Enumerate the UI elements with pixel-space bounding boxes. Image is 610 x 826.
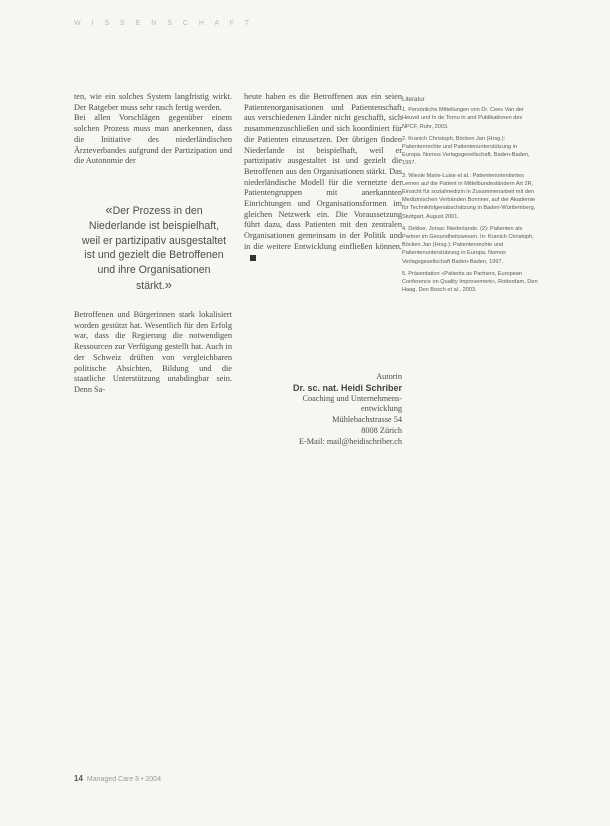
middle-column: [244, 92, 402, 263]
literature-item: 4. Dekker, Jonas: Niederlande. (2): Patienten als Partner im Gesundheitswesen. In: Kranich Christoph, Böcken Jan (Hrsg.): Patientenrechte und Patientenunterstützung in Europa. Nomos Verlagsgesellschaft Baden-Baden, 1997.: [402, 225, 534, 265]
left-column-bottom: [74, 310, 232, 396]
literature-item: 3. Wiesle Marie-Luise et al.: Patientenorientiertes Lernen auf die Patient in Mittelbundesländern Art 2R, Einsicht für sozialmedizin in Zusammenarbeit mit den Medizinischen Verbänden Bonnner, auf der Akademie für Technikfolgenabschätzung in Baden-Württemberg, Stuttgart, August 2001.: [402, 172, 536, 220]
author-email: E-Mail: mail@heidischriber.ch: [298, 436, 402, 446]
author-label: Autorin: [376, 372, 402, 381]
pull-quote-text: Der Prozess in den Niederlande ist beispielhaft, weil er partizipativ ausgestaltet ist und gezielt die Betroffenen und ihre Organisationen stärkt.: [81, 205, 227, 292]
author-line: Coaching und Unternehmens-: [302, 393, 402, 403]
page-number: 14: [74, 774, 83, 783]
paragraph: Bei allen Vorschlägen gegenüber einem solchen Prozess muss man anerkennen, dass die Initiative des niederländischen Ärzteverbandes aufgrund der Partizipation und die Autonomie der: [74, 113, 232, 166]
section-header: W I S S E N S C H A F T: [74, 20, 254, 27]
publication-name: Managed Care 8 • 2004: [86, 776, 161, 783]
left-column-top: [74, 92, 232, 167]
author-line: 8008 Zürich: [361, 425, 402, 435]
pull-quote: [80, 203, 228, 294]
quote-open-mark: «: [105, 202, 113, 217]
literature-title: Literatur: [402, 96, 425, 103]
author-name: Dr. sc. nat. Heidi Schriber: [292, 382, 402, 393]
quote-close-mark: »: [164, 276, 173, 292]
author-block: [244, 372, 402, 448]
paragraph: ten, wie ein solches System langfristig wirkt. Der Ratgeber muss sehr rasch fertig werden.: [74, 92, 232, 112]
paragraph-text: heute haben es die Betroffenen aus ein seien Patientenorganisationen und Patientenschaft aus verschiedenen Länder nicht geschafft, sich zusammenzuschließen und sich koordiniert für die Patienten einzusetzen. Der übrigen finden Niederlande ist beispielhaft, weil er partizipativ ausgestaltet ist und gezielt die Betroffenen aus den Organisationen stärkt. Das niederländische Modell für die vernetzte der Patientengruppen mit anerkannten Einrichtungen und Organisationsformen im gleichen Netzwerk ein. Die Voraussetzung führt dazu, dass Patienten mit den zentralen Organisationen gemeinsam in der Politik und in die weitere Entwicklung einfließen können.: [244, 92, 402, 251]
literature-list: [402, 106, 538, 294]
literature-column: [402, 96, 538, 298]
author-line: entwicklung: [360, 404, 402, 414]
page-footer: [74, 774, 161, 783]
paragraph: [244, 92, 402, 263]
paragraph: Betroffenen und Bürgerinnen stark lokalisiert worden gestützt hat. Wesentlich für den Erfolg war, dass die Regierung die notwendigen Ressourcen zur Verfügung gestellt hat. Auch in der Schweiz drüften von vergleichbaren politische Absichten, Bildung und die staatliche Unterstützung unabdingbar sein. Denn Sa-: [74, 310, 232, 394]
literature-item: 5. Präsentation «Patients as Partners, European Conference on Quality Improvement», Rotterdam, Den Haag, Den Bosch et al., 2003.: [402, 270, 538, 294]
literature-item: 1. Persönliche Mitteilungen von Dr. Cees Van der Heuvel und In de Tornu in and Publikationen des NPCF, Ruhr, 2003.: [402, 107, 524, 130]
author-line: Mühlebachstrasse 54: [332, 415, 402, 425]
literature-item: 2. Kranich Christoph, Böcken Jan (Hrsg.): Patientenrechte und Patientenunterstützung in Europa. Nomos Verlagsgesellschaft, Baden-Baden, 1997.: [402, 135, 530, 167]
end-of-article-mark: [250, 255, 256, 261]
